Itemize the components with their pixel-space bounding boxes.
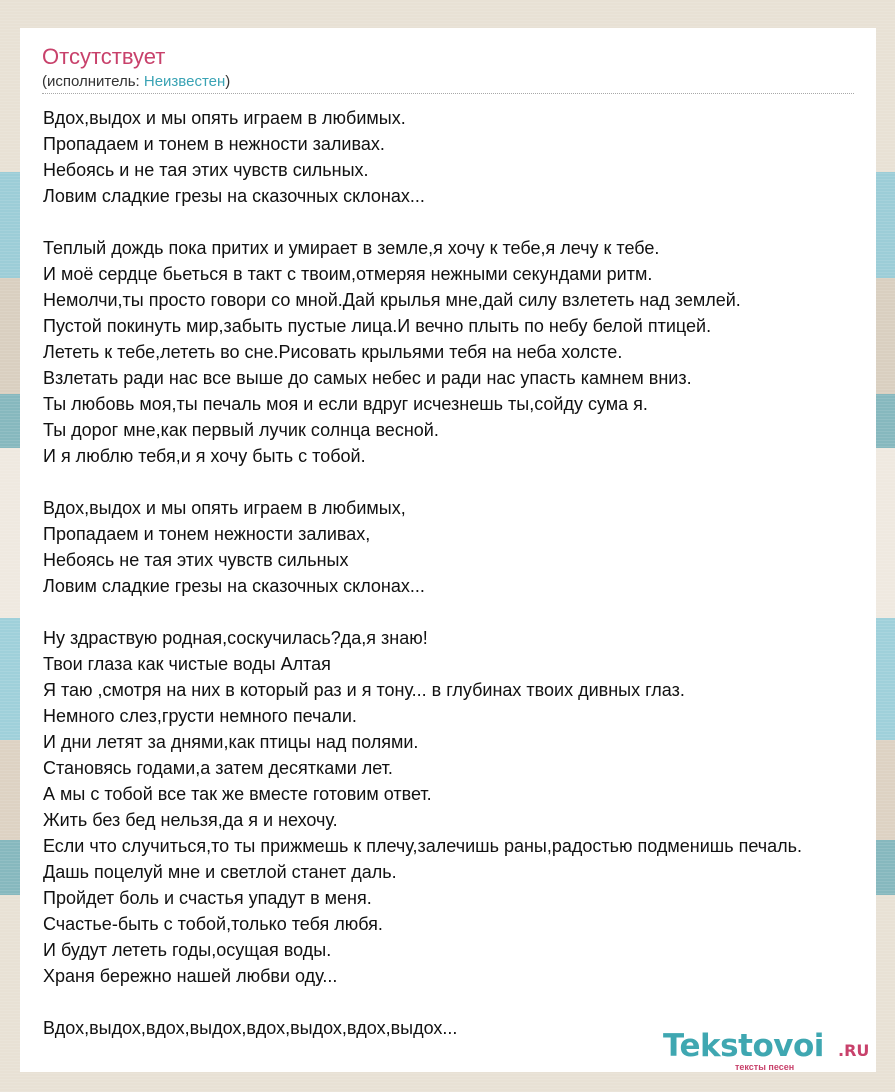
stanza-gap xyxy=(43,209,802,235)
lyric-line: Немолчи,ты просто говори со мной.Дай крылья мне,дай силу взлететь над землей. xyxy=(43,290,741,310)
lyric-line: Вдох,выдох и мы опять играем в любимых. xyxy=(43,108,406,128)
lyric-line: И я люблю тебя,и я хочу быть с тобой. xyxy=(43,446,366,466)
lyric-line: Ловим сладкие грезы на сказочных склонах... xyxy=(43,186,425,206)
lyric-line: А мы с тобой все так же вместе готовим ответ. xyxy=(43,784,432,804)
lyric-line: Твои глаза как чистые воды Алтая xyxy=(43,654,331,674)
lyric-line: Лететь к тебе,лететь во сне.Рисовать крыльями тебя на неба холсте. xyxy=(43,342,623,362)
lyric-line: Немного слез,грусти немного печали. xyxy=(43,706,357,726)
lyric-line: Пропадаем и тонем в нежности заливах. xyxy=(43,134,385,154)
lyric-line: Жить без бед нельзя,да я и нехочу. xyxy=(43,810,338,830)
lyrics-text xyxy=(43,105,802,1041)
lyric-line: Если что случиться,то ты прижмешь к плечу,залечишь раны,радостью подменишь печаль. xyxy=(43,836,802,856)
lyric-line: И будут лететь годы,осущая воды. xyxy=(43,940,332,960)
lyric-line: Небоясь и не тая этих чувств сильных. xyxy=(43,160,369,180)
lyric-line: Храня бережно нашей любви оду... xyxy=(43,966,338,986)
lyric-line: Вдох,выдох,вдох,выдох,вдох,выдох,вдох,выдох... xyxy=(43,1018,458,1038)
artist-link[interactable]: Неизвестен xyxy=(143,73,226,90)
song-title: Отсутствует xyxy=(42,44,166,69)
stanza-gap xyxy=(43,599,802,625)
lyric-line: Я таю ,смотря на них в который раз и я тону... в глубинах твоих дивных глаз. xyxy=(43,680,685,700)
lyric-line: Взлетать ради нас все выше до самых небес и ради нас упасть камнем вниз. xyxy=(43,368,692,388)
lyric-line: Теплый дождь пока притих и умирает в земле,я хочу к тебе,я лечу к тебе. xyxy=(43,238,660,258)
lyric-line: Пропадаем и тонем нежности заливах, xyxy=(43,524,371,544)
site-logo[interactable] xyxy=(663,1028,873,1072)
lyric-line: И моё сердце бьеться в такт с твоим,отмеряя нежными секундами ритм. xyxy=(43,264,653,284)
stanza-gap xyxy=(43,989,802,1015)
lyric-line: И дни летят за днями,как птицы над полями. xyxy=(43,732,419,752)
artist-line xyxy=(42,73,230,90)
title-divider xyxy=(42,93,854,94)
logo-tagline: тексты песен xyxy=(735,1062,795,1072)
lyric-line: Пустой покинуть мир,забыть пустые лица.И вечно плыть по небу белой птицей. xyxy=(43,316,712,336)
lyric-line: Счастье-быть с тобой,только тебя любя. xyxy=(43,914,383,934)
lyric-line: Пройдет боль и счастья упадут в меня. xyxy=(43,888,372,908)
logo-tld: .RU xyxy=(838,1041,870,1060)
stanza-gap xyxy=(43,469,802,495)
lyric-line: Ну здраствую родная,соскучилась?да,я знаю! xyxy=(43,628,428,648)
lyric-line: Вдох,выдох и мы опять играем в любимых, xyxy=(43,498,406,518)
logo-name: Tekstovoi xyxy=(663,1028,824,1064)
lyric-line: Ты любовь моя,ты печаль моя и если вдруг исчезнешь ты,сойду сума я. xyxy=(43,394,648,414)
lyric-line: Небоясь не тая этих чувств сильных xyxy=(43,550,349,570)
lyric-line: Ты дорог мне,как первый лучик солнца весной. xyxy=(43,420,439,440)
lyric-line: Ловим сладкие грезы на сказочных склонах... xyxy=(43,576,425,596)
lyric-line: Дашь поцелуй мне и светлой станет даль. xyxy=(43,862,397,882)
lyrics-card xyxy=(20,28,876,1072)
lyric-line: Становясь годами,а затем десятками лет. xyxy=(43,758,393,778)
artist-suffix: ) xyxy=(225,73,231,90)
artist-prefix: (исполнитель: xyxy=(42,73,144,90)
